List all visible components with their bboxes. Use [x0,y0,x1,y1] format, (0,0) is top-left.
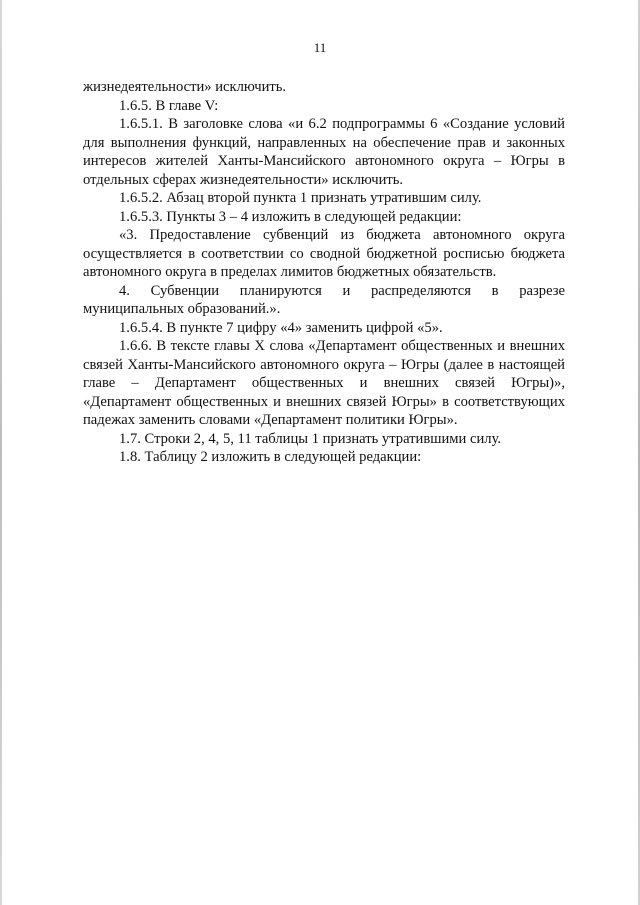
paragraph-1-6-5-3: 1.6.5.3. Пункты 3 – 4 изложить в следующей редакции: [119,208,462,225]
paragraph-1-6-5-2: 1.6.5.2. Абзац второй пункта 1 признать утратившим силу. [119,190,482,206]
paragraph-1-6-5-1: 1.6.5.1. В заголовке слова «и 6.2 подпрограммы 6 «Создание условий для выполнения функций, направленных на обеспечение прав и законных интересов жителей Ханты-Мансийского автономного округа – Югры в отдельных сферах жизнедеятельности» исключить. [83,116,565,188]
paragraph-1-6-5: 1.6.5. В главе V: [119,97,219,114]
paragraph-1-6-5-4: 1.6.5.4. В пункте 7 цифру «4» заменить цифрой «5». [119,319,443,336]
paragraph-item-4: 4. Субвенции планируются и распределяются в разрезе муниципальных образований.». [83,282,565,317]
document-body [83,78,565,467]
scan-edge-left [0,0,2,905]
paragraph-item-3: «3. Предоставление субвенций из бюджета автономного округа осуществляется в соответствии со сводной бюджетной росписью бюджета автономного округа в пределах лимитов бюджетных обязательств. [83,227,565,280]
paragraph-1-8: 1.8. Таблицу 2 изложить в следующей редакции: [119,449,422,465]
paragraph-continuation: жизнедеятельности» исключить. [83,79,287,95]
page-number: 11 [313,40,327,55]
paragraph-1-7: 1.7. Строки 2, 4, 5, 11 таблицы 1 признать утратившими силу. [119,430,502,447]
paragraph-1-6-6: 1.6.6. В тексте главы X слова «Департамент общественных и внешних связей Ханты-Мансийского автономного округа – Югры (далее в настоящей главе – Департамент общественных и внешних связей Югры)», «Департамент общественных и внешних связей Югры» в соответствующих падежах заменить словами «Департамент политики Югры». [83,338,565,428]
